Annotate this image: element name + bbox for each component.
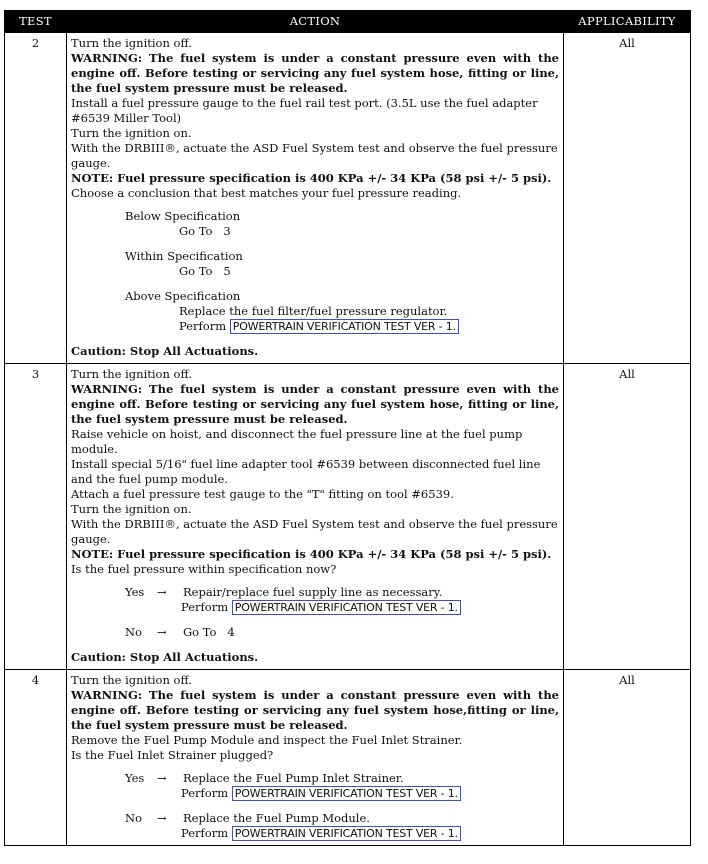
perform-line [71, 600, 559, 615]
step-text: Turn the ignition on. [71, 502, 192, 516]
answer-label: No [125, 811, 142, 825]
step-text: Remove the Fuel Pump Module and inspect the Fuel Inlet Strainer. [71, 733, 463, 747]
test-number: 3 [5, 364, 67, 670]
test-action-cell [67, 670, 564, 846]
caution-text: Caution: Stop All Actuations. [71, 650, 259, 664]
applicability-value: All [564, 670, 691, 846]
header-test: TEST [5, 11, 67, 33]
step-text: Raise vehicle on hoist, and disconnect the fuel pressure line at the fuel pump module. [71, 427, 523, 456]
test-row-2 [5, 33, 691, 364]
answer-label: No [125, 625, 142, 639]
conclusion-action: Replace the fuel filter/fuel pressure regulator. [179, 304, 448, 318]
step-text: Turn the ignition off. [71, 673, 192, 687]
arrow-icon: → [157, 585, 167, 599]
header-action: ACTION [67, 11, 564, 33]
answer-label: Yes [125, 771, 145, 785]
perform-label: Perform [181, 786, 229, 800]
test-action-cell [67, 33, 564, 364]
step-text: With the DRBIII®, actuate the ASD Fuel System test and observe the fuel pressure gauge. [71, 141, 558, 170]
table-header-row [5, 11, 691, 33]
verification-test-link[interactable]: POWERTRAIN VERIFICATION TEST VER - 1. [230, 319, 459, 334]
step-text: Turn the ignition off. [71, 367, 192, 381]
answer-yes [71, 585, 559, 600]
conclusion-label: Within Specification [125, 249, 243, 263]
perform-label: Perform [181, 600, 229, 614]
answer-no [71, 811, 559, 826]
note-text: NOTE: Fuel pressure specification is 400 KPa +/- 34 KPa (58 psi +/- 5 psi). [71, 547, 552, 561]
caution-text: Caution: Stop All Actuations. [71, 344, 259, 358]
answer-action: Repair/replace fuel supply line as necessary. [183, 585, 443, 599]
perform-label: Perform [179, 319, 227, 333]
step-text: With the DRBIII®, actuate the ASD Fuel System test and observe the fuel pressure gauge. [71, 517, 558, 546]
answer-action: Replace the Fuel Pump Module. [183, 811, 370, 825]
header-applicability: APPLICABILITY [564, 11, 691, 33]
perform-label: Perform [181, 826, 229, 840]
applicability-value: All [564, 364, 691, 670]
test-number: 4 [5, 670, 67, 846]
note-text: NOTE: Fuel pressure specification is 400 KPa +/- 34 KPa (58 psi +/- 5 psi). [71, 171, 552, 185]
step-text: Turn the ignition on. [71, 126, 192, 140]
arrow-icon: → [157, 625, 167, 639]
warning-text: WARNING: The fuel system is under a constant pressure even with the engine off. Before testing or servicing any fuel system hose,fitting or line, the fuel system pressure must be released. [71, 688, 559, 732]
answer-yes [71, 771, 559, 786]
test-action-cell [67, 364, 564, 670]
conclusion-action: Go To 3 [179, 224, 231, 238]
conclusion-label: Above Specification [125, 289, 241, 303]
test-row-3 [5, 364, 691, 670]
step-text: Turn the ignition off. [71, 36, 192, 50]
arrow-icon: → [157, 771, 167, 785]
step-text: Is the Fuel Inlet Strainer plugged? [71, 748, 274, 762]
answer-label: Yes [125, 585, 145, 599]
answer-no [71, 625, 559, 640]
step-text: Attach a fuel pressure test gauge to the "T" fitting on tool #6539. [71, 487, 454, 501]
answer-action: Replace the Fuel Pump Inlet Strainer. [183, 771, 404, 785]
verification-test-link[interactable]: POWERTRAIN VERIFICATION TEST VER - 1. [232, 826, 461, 841]
step-text: Install a fuel pressure gauge to the fuel rail test port. (3.5L use the fuel adapter #6539 Miller Tool) [71, 96, 538, 125]
perform-line [71, 826, 559, 841]
arrow-icon: → [157, 811, 167, 825]
perform-line [71, 319, 559, 334]
answer-action: Go To 4 [183, 625, 235, 639]
verification-test-link[interactable]: POWERTRAIN VERIFICATION TEST VER - 1. [232, 600, 461, 615]
step-text: Is the fuel pressure within specification now? [71, 562, 337, 576]
test-number: 2 [5, 33, 67, 364]
conclusion-action: Go To 5 [179, 264, 231, 278]
conclusion-label: Below Specification [125, 209, 241, 223]
warning-text: WARNING: The fuel system is under a constant pressure even with the engine off. Before testing or servicing any fuel system hose, fitting or line, the fuel system pressure must be released. [71, 382, 559, 426]
warning-text: WARNING: The fuel system is under a constant pressure even with the engine off. Before testing or servicing any fuel system hose, fitting or line, the fuel system pressure must be released. [71, 51, 559, 95]
perform-line [71, 786, 559, 801]
diagnostic-test-table [4, 10, 691, 846]
step-text: Choose a conclusion that best matches your fuel pressure reading. [71, 186, 462, 200]
verification-test-link[interactable]: POWERTRAIN VERIFICATION TEST VER - 1. [232, 786, 461, 801]
test-row-4 [5, 670, 691, 846]
step-text: Install special 5/16" fuel line adapter tool #6539 between disconnected fuel line and the fuel pump module. [71, 457, 541, 486]
applicability-value: All [564, 33, 691, 364]
